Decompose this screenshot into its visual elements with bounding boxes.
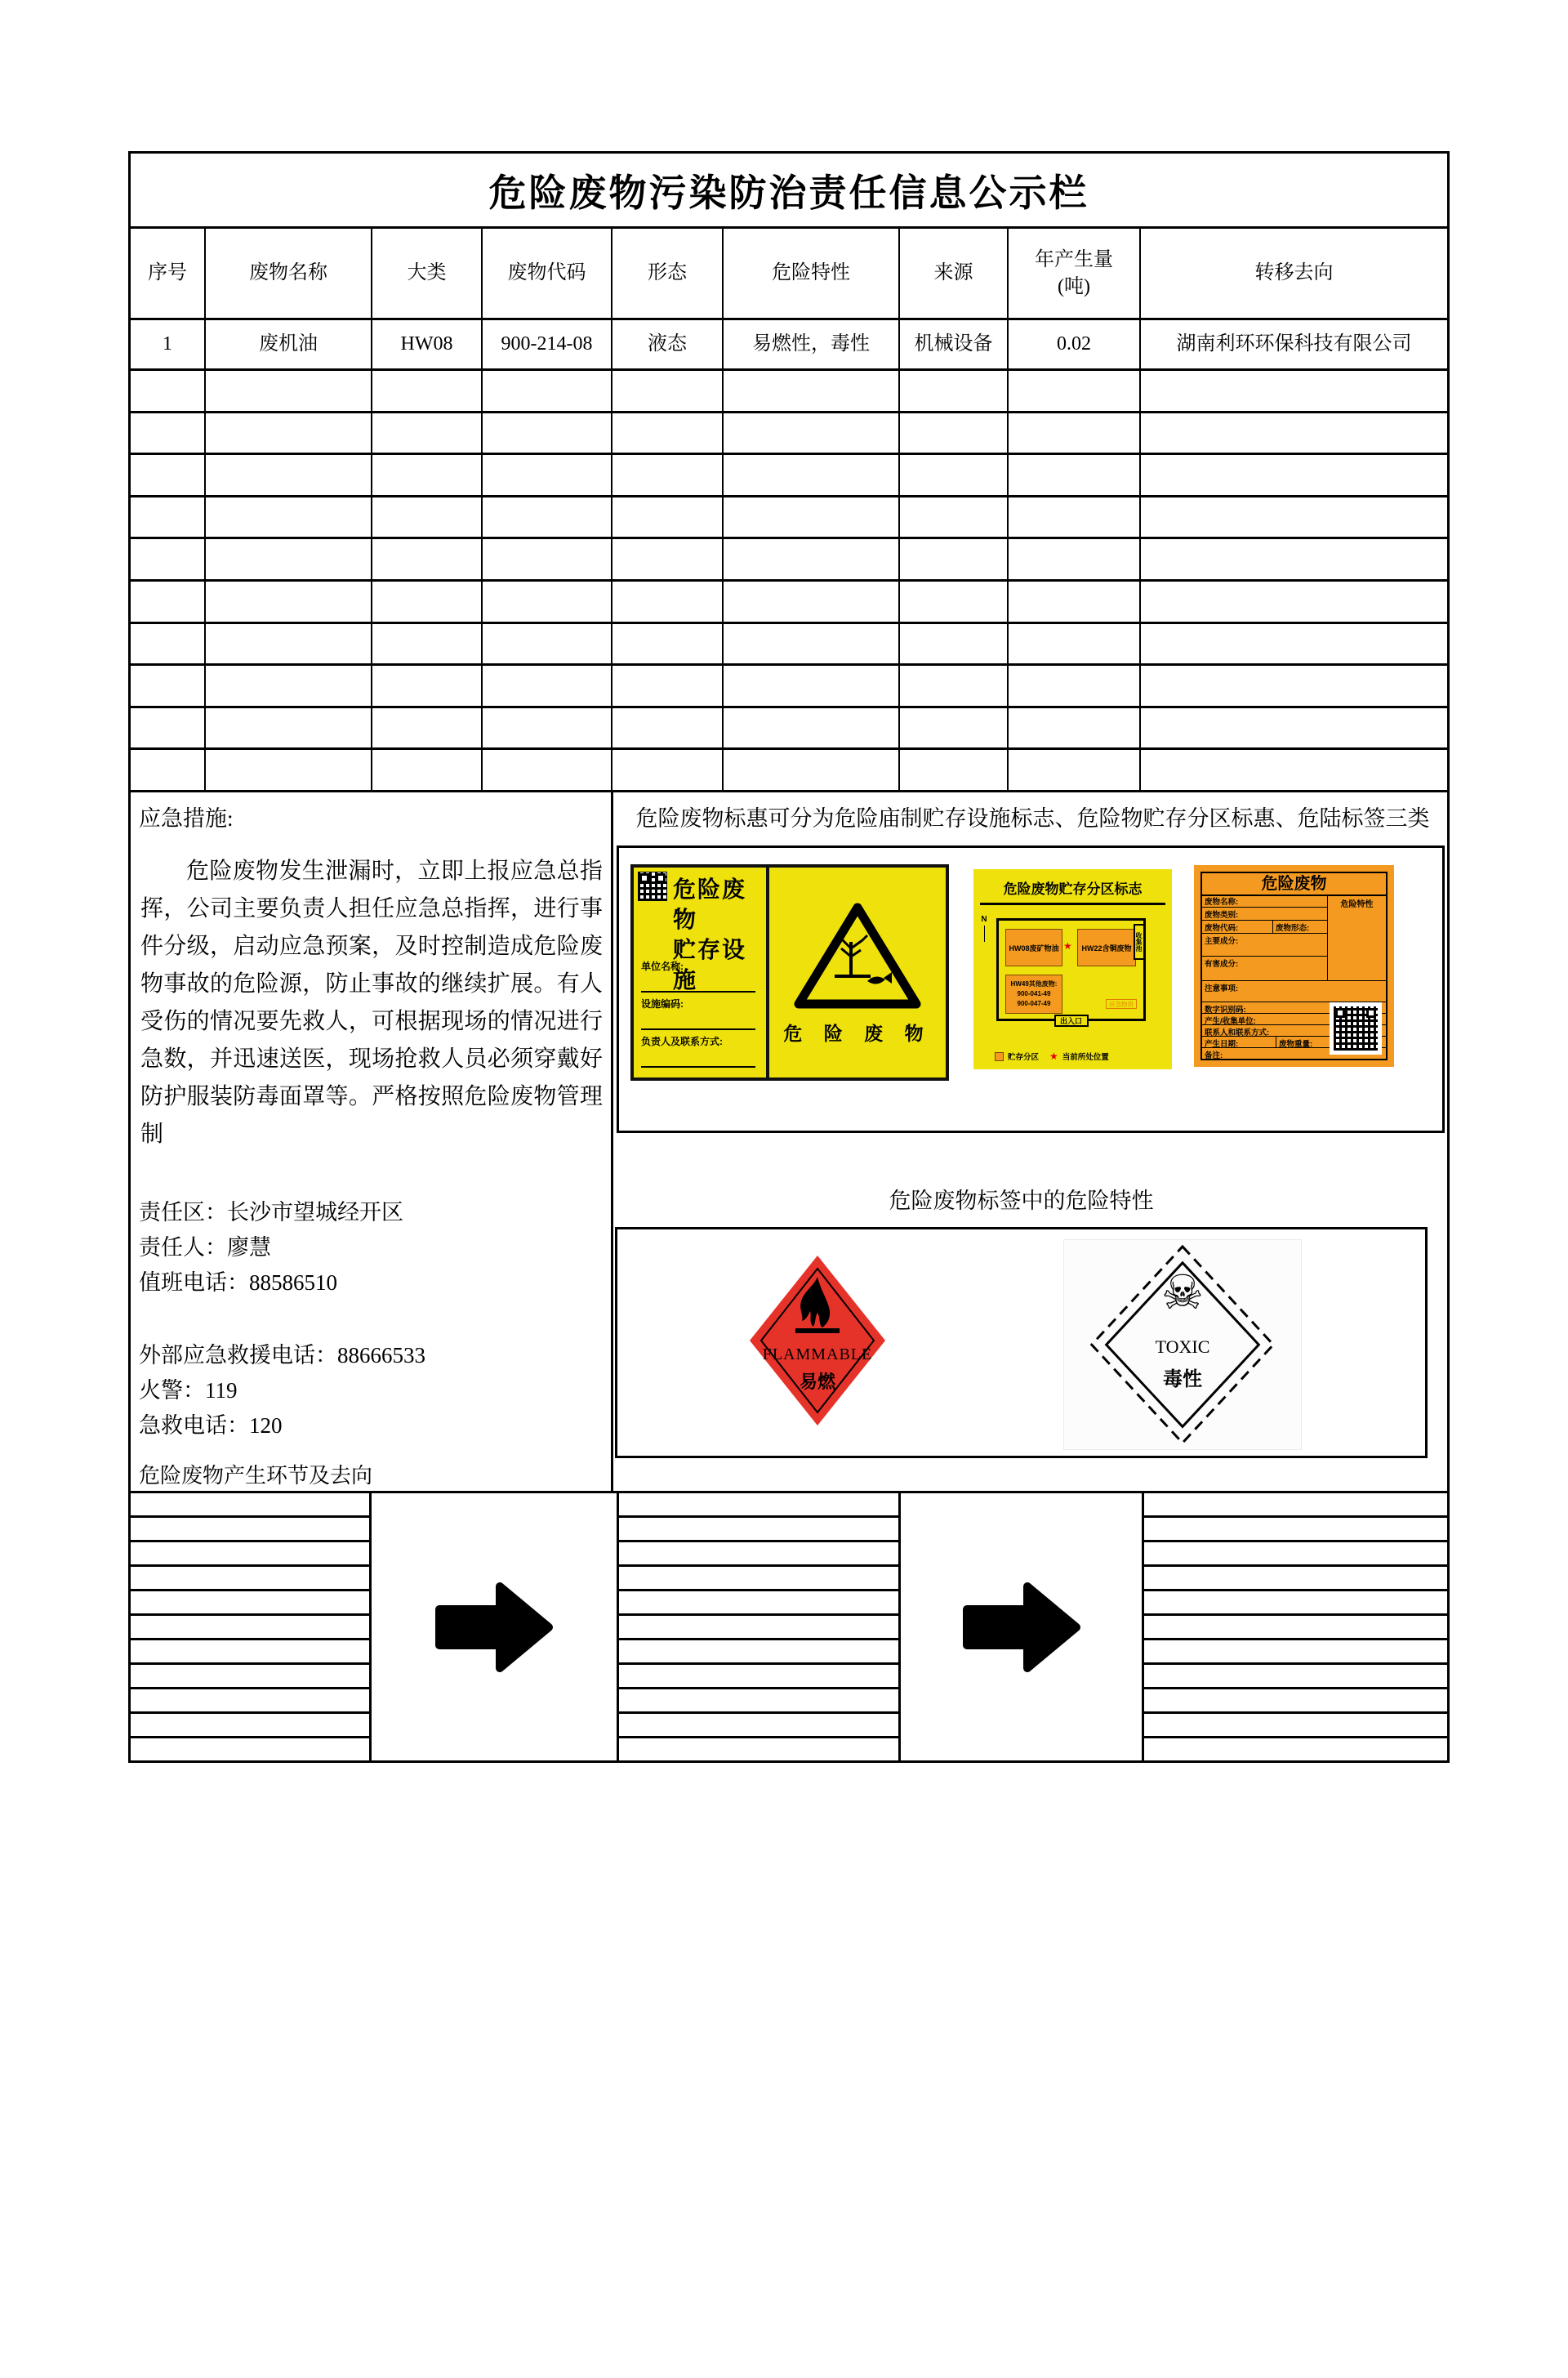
row1-seq: 1: [131, 320, 206, 371]
flow-table-row: [619, 1640, 898, 1665]
empty-cell: [206, 708, 372, 751]
flow-table-row: [1144, 1665, 1447, 1689]
zone-legend: [995, 1051, 1109, 1062]
flow-table-row: [1144, 1714, 1447, 1738]
field-producer-unit: 产生/收集单位:: [1202, 1014, 1386, 1025]
empty-cell: [1141, 413, 1447, 456]
empty-cell: [483, 708, 612, 751]
row1-form: 液态: [612, 320, 724, 371]
field-waste-name: 废物名称:: [1202, 895, 1327, 908]
toxic-diamond-panel: [1063, 1239, 1302, 1450]
empty-cell: [483, 497, 612, 540]
empty-cell: [483, 413, 612, 456]
blank-line: [641, 1048, 755, 1068]
zone-hw08: HW08废矿物油: [1005, 929, 1062, 966]
arrow-right-icon: [960, 1577, 1083, 1678]
flow-table-row: [131, 1640, 369, 1665]
flow-section-label: 危险废物产生环节及去向: [139, 1464, 373, 1488]
empty-cell: [483, 455, 612, 497]
flow-table-row: [131, 1665, 369, 1689]
empty-cell: [900, 582, 1009, 624]
empty-cell: [372, 708, 483, 751]
legend-star-icon: ★: [1049, 1051, 1058, 1062]
flow-table-row: [619, 1542, 898, 1567]
legend-square-icon: [995, 1052, 1004, 1061]
col-header-source: 来源: [900, 229, 1009, 320]
page-title: 危险废物污染防治责任信息公示栏: [131, 154, 1447, 229]
empty-cell: [900, 455, 1009, 497]
flow-table-row: [619, 1714, 898, 1738]
hazard-traits-heading: 危险废物标签中的危险特性: [889, 1189, 1154, 1213]
empty-cell: [131, 455, 206, 497]
row1-class: HW08: [372, 320, 483, 371]
col-header-name: 废物名称: [206, 229, 372, 320]
waste-label-inner: [1200, 872, 1388, 1060]
empty-cell: [724, 624, 900, 667]
empty-cell: [1009, 371, 1141, 413]
responsible-contact-field: 负责人及联系方式:: [641, 1034, 755, 1068]
fire-phone: 火警：119: [139, 1378, 238, 1403]
zone-hw49: HW49其他废物: 900-041-49 900-047-49: [1005, 975, 1062, 1014]
flow-table-destination: [1142, 1493, 1447, 1760]
storage-zone-sign: [973, 869, 1172, 1069]
empty-cell: [900, 666, 1009, 708]
field-main-components: 主要成分:: [1202, 934, 1327, 957]
storage-sign-right-panel: [769, 868, 946, 1077]
empty-cell: [612, 539, 724, 582]
field-notes: 注意事项:: [1202, 981, 1386, 1002]
flow-table-row: [131, 1591, 369, 1616]
storage-facility-sign: [630, 864, 949, 1081]
qr-code-box: [1330, 1002, 1382, 1055]
flow-table-row: [619, 1518, 898, 1542]
flow-table-row: [131, 1567, 369, 1591]
signs-column: [613, 792, 1452, 1491]
empty-cell: [1141, 539, 1447, 582]
field-date-row: 产生日期: 废物重量:: [1202, 1037, 1386, 1048]
empty-cell: [724, 708, 900, 751]
flow-table-row: [1144, 1518, 1447, 1542]
flow-table-row: [619, 1665, 898, 1689]
empty-cell: [131, 413, 206, 456]
flow-table-row: [131, 1738, 369, 1760]
empty-cell: [724, 497, 900, 540]
environment-hazard-triangle-icon: [792, 899, 923, 1014]
empty-cell: [900, 497, 1009, 540]
flow-table-source: [131, 1493, 372, 1760]
divider: [980, 903, 1165, 905]
responsibility-person: 责任人：廖慧: [139, 1235, 271, 1260]
empty-cell: [206, 497, 372, 540]
col-header-code: 废物代码: [483, 229, 612, 320]
empty-cell: [1141, 750, 1447, 792]
empty-cell: [1009, 666, 1141, 708]
blank-line: [641, 973, 755, 993]
empty-cell: [206, 455, 372, 497]
row1-transfer: 湖南利环环保科技有限公司: [1141, 320, 1447, 371]
empty-cell: [900, 371, 1009, 413]
empty-cell: [206, 750, 372, 792]
arrow-right-icon: [433, 1577, 555, 1678]
current-position-star-icon: ★: [1063, 940, 1072, 952]
facility-code-field: 设施编码:: [641, 997, 755, 1030]
empty-cell: [206, 371, 372, 413]
unit-name-field: 单位名称:: [641, 959, 755, 993]
empty-cell: [612, 455, 724, 497]
empty-cell: [131, 371, 206, 413]
skull-crossbones-icon: ☠: [1161, 1265, 1204, 1320]
qr-code-icon: [638, 872, 667, 901]
row1-source: 机械设备: [900, 320, 1009, 371]
waste-info-table: [131, 229, 1447, 792]
hazardous-waste-warning-text: 危 险 废 物: [783, 1023, 932, 1044]
emergency-column: [131, 792, 613, 1491]
storage-sign-left-panel: [634, 868, 769, 1077]
empty-cell: [372, 539, 483, 582]
flow-table-row: [1144, 1591, 1447, 1616]
flow-arrow-cell: [901, 1493, 1142, 1760]
hazard-diamonds-box: [615, 1227, 1428, 1458]
flow-table-middle: [617, 1493, 901, 1760]
empty-cell: [1141, 582, 1447, 624]
empty-cell: [900, 708, 1009, 751]
row1-code: 900-214-08: [483, 320, 612, 371]
collection-pool-box: 收集池: [1134, 924, 1145, 960]
empty-cell: [131, 666, 206, 708]
col-header-class: 大类: [372, 229, 483, 320]
empty-cell: [1009, 624, 1141, 667]
empty-cell: [372, 455, 483, 497]
flow-table-row: [1144, 1689, 1447, 1714]
empty-cell: [900, 624, 1009, 667]
empty-cell: [131, 539, 206, 582]
empty-cell: [131, 708, 206, 751]
flow-table-row: [619, 1567, 898, 1591]
empty-cell: [1141, 371, 1447, 413]
empty-cell: [612, 497, 724, 540]
empty-cell: [206, 666, 372, 708]
toxic-en-label: TOXIC: [1155, 1336, 1210, 1357]
signs-box: [617, 845, 1445, 1133]
flow-table-row: [131, 1493, 369, 1518]
empty-cell: [724, 371, 900, 413]
empty-cell: [612, 371, 724, 413]
qr-code-icon: [1334, 1006, 1378, 1051]
field-waste-category: 废物类别:: [1202, 908, 1327, 921]
empty-cell: [724, 750, 900, 792]
empty-cell: [131, 582, 206, 624]
empty-cell: [724, 413, 900, 456]
flow-arrow-cell: [372, 1493, 617, 1760]
flow-table-row: [1144, 1616, 1447, 1640]
empty-cell: [372, 666, 483, 708]
waste-label-title: 危险废物: [1202, 873, 1386, 896]
col-header-hazard: 危险特性: [724, 229, 900, 320]
flow-table-row: [1144, 1567, 1447, 1591]
empty-cell: [206, 413, 372, 456]
flow-table-row: [131, 1689, 369, 1714]
zone-sign-title: 危险废物贮存分区标志: [1003, 881, 1143, 897]
col-header-annual: 年产生量 (吨): [1009, 229, 1141, 320]
notice-board-frame: [128, 151, 1450, 1763]
labels-intro-text: 危险废物标惠可分为危险庙制贮存设施标志、危险物贮存分区标惠、危陆标签三类: [635, 806, 1430, 831]
empty-cell: [1009, 708, 1141, 751]
empty-cell: [1009, 750, 1141, 792]
empty-cell: [1141, 666, 1447, 708]
zone-map: [996, 918, 1146, 1025]
responsibility-area: 责任区：长沙市望城经开区: [139, 1200, 403, 1225]
empty-cell: [724, 539, 900, 582]
empty-cell: [1009, 582, 1141, 624]
field-remark: 备注:: [1205, 1051, 1223, 1059]
flow-table-row: [1144, 1493, 1447, 1518]
col-header-transfer: 转移去向: [1141, 229, 1447, 320]
empty-cell: [900, 413, 1009, 456]
empty-cell: [1009, 455, 1141, 497]
empty-cell: [900, 539, 1009, 582]
empty-cell: [900, 750, 1009, 792]
empty-cell: [206, 582, 372, 624]
empty-cell: [372, 371, 483, 413]
flammable-diamond: [748, 1254, 887, 1427]
empty-cell: [483, 666, 612, 708]
flammable-en-label: FLAMMABLE: [762, 1345, 873, 1363]
empty-cell: [612, 413, 724, 456]
empty-cell: [131, 497, 206, 540]
duty-phone: 值班电话：88586510: [139, 1270, 337, 1295]
empty-cell: [483, 624, 612, 667]
row1-name: 废机油: [206, 320, 372, 371]
flow-table-row: [131, 1616, 369, 1640]
flow-table-row: [619, 1591, 898, 1616]
flammable-cn-label: 易燃: [799, 1372, 835, 1392]
empty-cell: [1141, 497, 1447, 540]
flow-table-row: [619, 1616, 898, 1640]
flow-tables-section: [131, 1491, 1447, 1760]
empty-cell: [612, 708, 724, 751]
blank-line: [641, 1011, 755, 1030]
empty-cell: [1141, 708, 1447, 751]
col-header-form: 形态: [612, 229, 724, 320]
legend-zone-label: 贮存分区: [1008, 1053, 1040, 1062]
flow-table-row: [131, 1714, 369, 1738]
field-waste-code-row: 废物代码: 废物形态:: [1202, 921, 1327, 934]
flow-table-row: [131, 1518, 369, 1542]
empty-cell: [372, 497, 483, 540]
flow-table-row: [619, 1493, 898, 1518]
empty-cell: [483, 371, 612, 413]
flow-table-row: [131, 1542, 369, 1567]
row1-hazard: 易燃性，毒性: [724, 320, 900, 371]
empty-cell: [372, 750, 483, 792]
emergency-measures-paragraph: 危险废物发生泄漏时，立即上报应急总指挥，公司主要负责人担任应急总指挥，进行事件分级，启动应急预案，及时控制造成危险废物事故的危险源，防止事故的继续扩展。有人受伤的情况要先救人，可根据现场的情况进行急数，并迅速送医，现场抢救人员必须穿戴好防护服装防毒面罩等。严格按照危险废物管理制: [140, 859, 603, 1147]
empty-cell: [206, 624, 372, 667]
flame-icon: [789, 1275, 846, 1334]
row1-annual: 0.02: [1009, 320, 1141, 371]
field-digital-id: 数字识别码:: [1202, 1002, 1386, 1014]
empty-cell: [1141, 624, 1447, 667]
toxic-cn-label: 毒性: [1163, 1368, 1202, 1390]
empty-cell: [483, 750, 612, 792]
waste-label-sign: [1194, 865, 1394, 1067]
zone-hw22: HW22含铜废物: [1077, 929, 1136, 966]
entrance-box: 出入口: [1054, 1015, 1089, 1027]
empty-cell: [724, 582, 900, 624]
empty-cell: [483, 582, 612, 624]
legend-position-label: 当前所处位置: [1062, 1053, 1109, 1062]
empty-cell: [612, 750, 724, 792]
empty-cell: [372, 413, 483, 456]
hazard-trait-cell: 危险特性: [1327, 895, 1386, 981]
field-contact: 联系人和联系方式:: [1202, 1025, 1386, 1037]
field-harmful-components: 有害成分:: [1202, 957, 1327, 981]
empty-cell: [1009, 497, 1141, 540]
responsibility-block: [139, 1195, 403, 1301]
storage-sign-title: 危险废物 贮存设施: [673, 877, 747, 993]
external-rescue-phone: 外部应急救援电话：88666533: [139, 1343, 425, 1367]
col-header-seq: 序号: [131, 229, 206, 320]
emergency-measures-label: 应急措施:: [139, 806, 234, 831]
empty-cell: [724, 455, 900, 497]
empty-cell: [372, 582, 483, 624]
empty-cell: [724, 666, 900, 708]
empty-cell: [612, 624, 724, 667]
empty-cell: [131, 750, 206, 792]
field-waste-form: 废物形态:: [1272, 921, 1327, 933]
empty-cell: [1141, 455, 1447, 497]
field-weight: 废物重量:: [1276, 1037, 1386, 1047]
emergency-phones-block: [139, 1338, 425, 1443]
flow-table-row: [1144, 1542, 1447, 1567]
flow-table-row: [1144, 1738, 1447, 1760]
empty-cell: [483, 539, 612, 582]
flow-table-row: [619, 1738, 898, 1760]
medical-phone: 急救电话：120: [139, 1413, 283, 1438]
empty-cell: [206, 539, 372, 582]
emergency-supplies-box: 应急物资: [1106, 999, 1137, 1009]
empty-cell: [1009, 413, 1141, 456]
empty-cell: [1009, 539, 1141, 582]
empty-cell: [612, 582, 724, 624]
flow-table-row: [1144, 1640, 1447, 1665]
empty-cell: [372, 624, 483, 667]
empty-cell: [131, 624, 206, 667]
north-arrow-icon: N: [980, 915, 988, 942]
empty-cell: [612, 666, 724, 708]
flow-table-row: [619, 1689, 898, 1714]
